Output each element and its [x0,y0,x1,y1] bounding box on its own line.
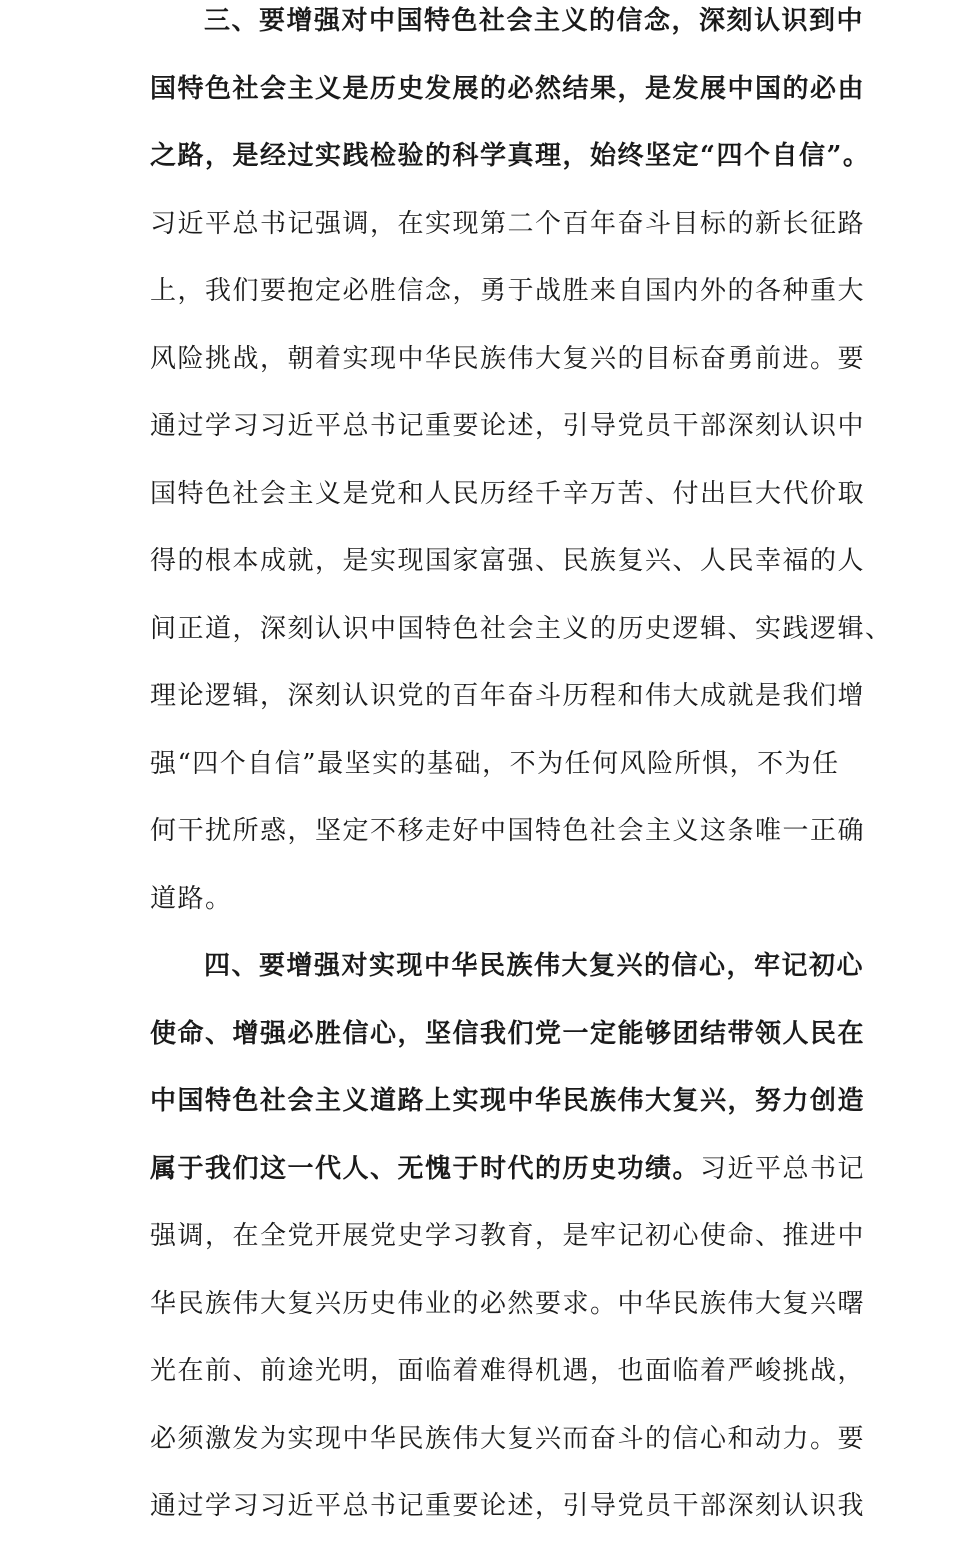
paragraph-3-line-4 [150,191,866,259]
paragraph-3-line-1 [150,0,865,56]
heading-text: 之路，是经过实践检验的科学真理，始终坚定“四个自信”。 [150,141,871,171]
body-text: 上，我们要抱定必胜信念，勇于战胜来自国内外的各种重大 [150,276,866,306]
paragraph-3-line-2 [150,56,866,124]
paragraph-4-line-8 [150,1406,866,1474]
heading-text: 国特色社会主义是历史发展的必然结果，是发展中国的必由 [150,73,866,104]
paragraph-3-line-3 [150,123,871,191]
body-text: 风险挑战，朝着实现中华民族伟大复兴的目标奋勇前进。要 [150,343,866,374]
body-text: 强调，在全党开展党史学习教育，是牢记初心使命、推进中 [150,1221,866,1251]
paragraph-4-line-1 [150,933,865,1001]
body-text: 理论逻辑，深刻认识党的百年奋斗历程和伟大成就是我们增 [150,681,866,711]
body-text: 华民族伟大复兴历史伟业的必然要求。中华民族伟大复兴曙 [150,1288,866,1319]
body-text: 得的根本成就，是实现国家富强、民族复兴、人民幸福的人 [150,546,866,576]
document-page [150,0,893,1541]
paragraph-3 [150,0,893,933]
paragraph-4-line-9 [150,1473,866,1541]
paragraph-3-line-11 [150,663,866,731]
body-text: 强“四个自信”最坚实的基础，不为任何风险所惧，不为任 [150,748,840,779]
body-text: 习近平总书记强调，在实现第二个百年奋斗目标的新长征路 [150,208,866,239]
heading-text: 属于我们这一代人、无愧于时代的历史功绩。 [150,1153,701,1184]
body-text: 习近平总书记 [700,1153,866,1184]
body-text: 道路。 [150,883,233,914]
paragraph-3-line-7 [150,393,866,461]
paragraph-4-line-6 [150,1271,866,1339]
paragraph-3-line-5 [150,258,866,326]
paragraph-4-line-2 [150,1001,866,1069]
paragraph-3-line-6 [150,326,866,394]
paragraph-3-line-8 [150,461,866,529]
paragraph-3-line-9 [150,528,866,596]
body-text: 通过学习习近平总书记重要论述，引导党员干部深刻认识中 [150,411,866,441]
body-text: 光在前、前途光明，面临着难得机遇，也面临着严峻挑战， [150,1356,866,1386]
body-text: 间正道，深刻认识中国特色社会主义的历史逻辑、实践逻辑、 [150,613,893,644]
paragraph-3-line-12 [150,731,840,799]
paragraph-4-line-3 [150,1068,866,1136]
body-text: 国特色社会主义是党和人民历经千辛万苦、付出巨大代价取 [150,478,866,509]
paragraph-3-line-10 [150,596,893,664]
paragraph-3-line-13 [150,798,866,866]
heading-text: 三、要增强对中国特色社会主义的信念，深刻认识到中 [204,6,865,36]
paragraph-4 [150,933,866,1541]
body-text: 何干扰所惑，坚定不移走好中国特色社会主义这条唯一正确 [150,816,866,846]
body-text: 通过学习习近平总书记重要论述，引导党员干部深刻认识我 [150,1491,866,1521]
paragraph-4-line-4 [150,1136,866,1204]
heading-text: 使命、增强必胜信心，坚信我们党一定能够团结带领人民在 [150,1018,866,1049]
paragraph-3-line-14 [150,866,830,934]
heading-text: 中国特色社会主义道路上实现中华民族伟大复兴，努力创造 [150,1086,866,1116]
body-text: 必须激发为实现中华民族伟大复兴而奋斗的信心和动力。要 [150,1423,866,1454]
paragraph-4-line-7 [150,1338,866,1406]
heading-text: 四、要增强对实现中华民族伟大复兴的信心，牢记初心 [204,951,865,981]
paragraph-4-line-5 [150,1203,866,1271]
